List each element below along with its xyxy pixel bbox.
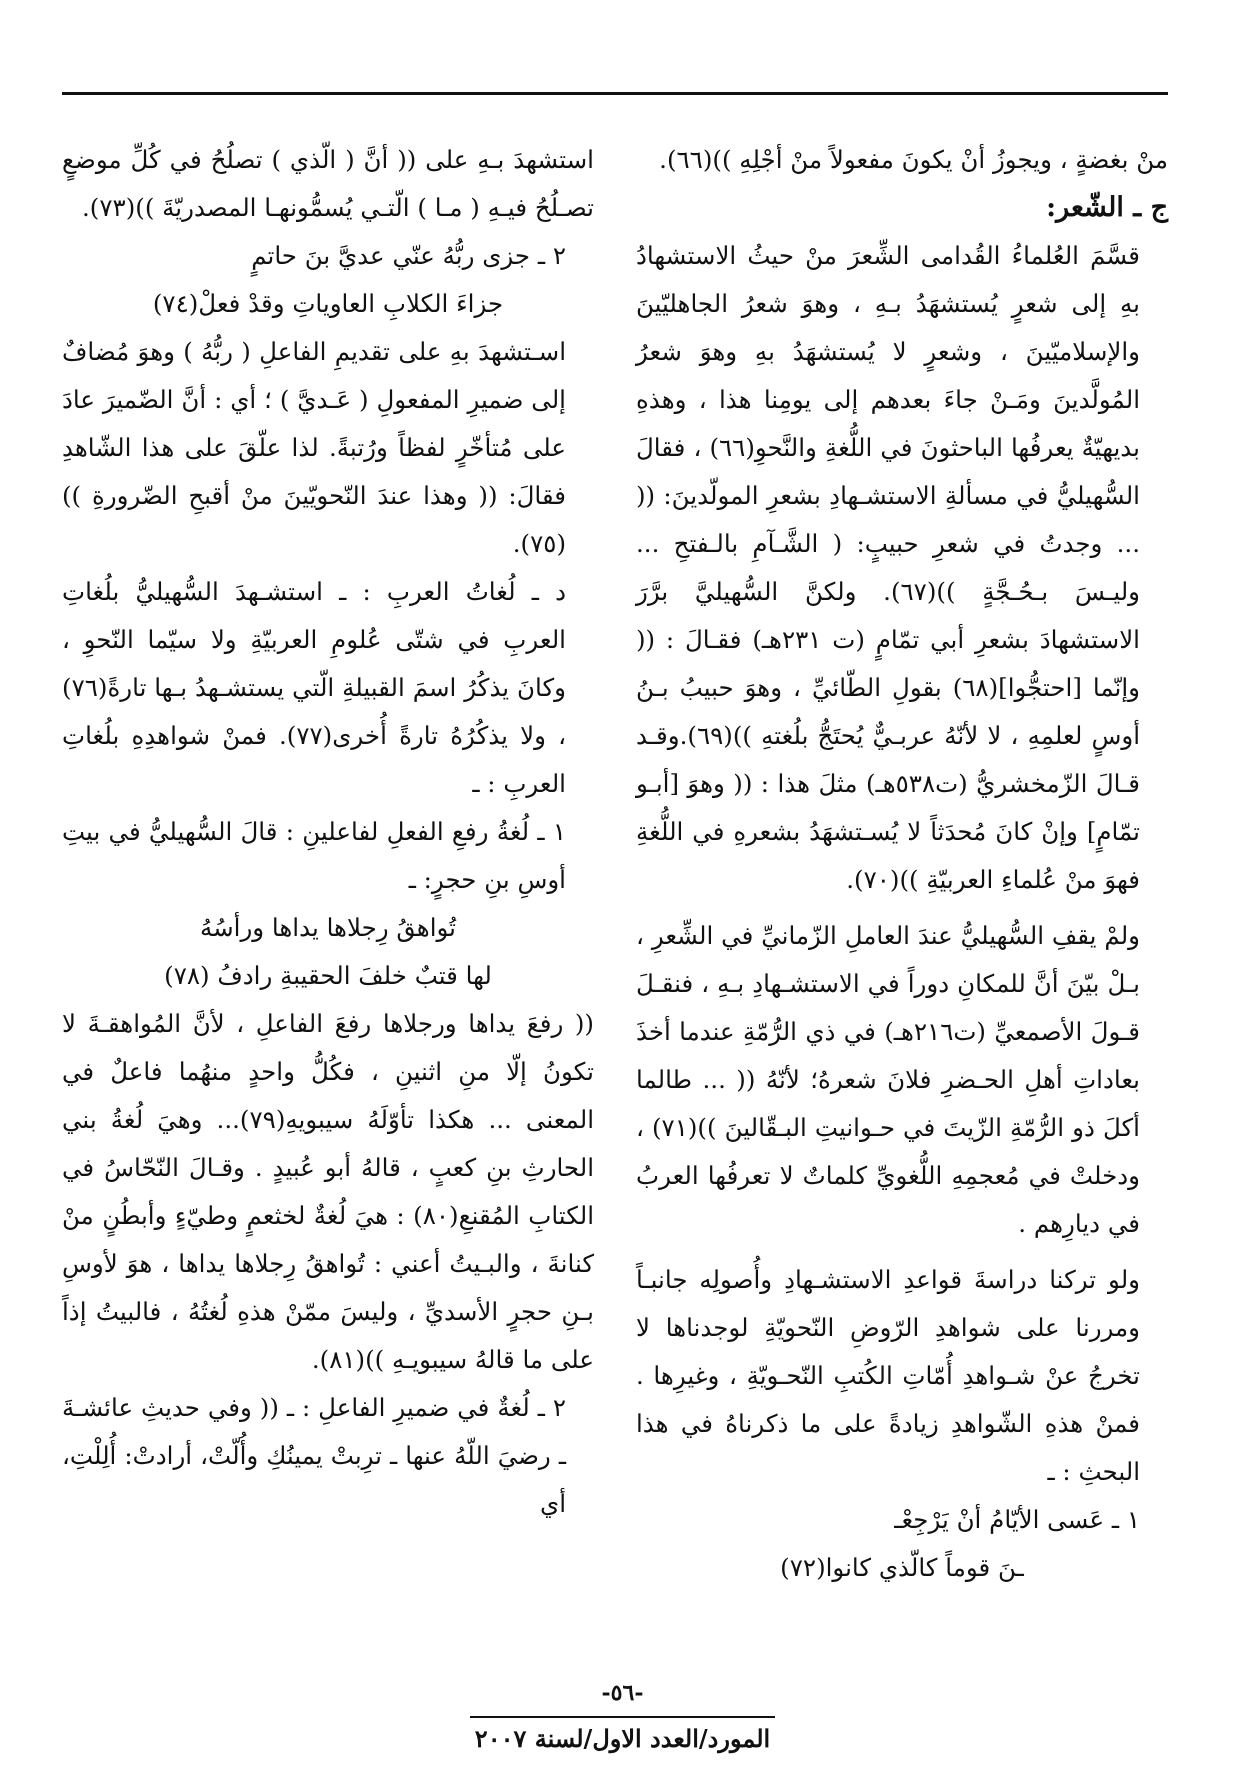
top-rule: [62, 92, 1168, 95]
paragraph: ولمْ يقفِ السُّهيليُّ عندَ العاملِ الزّمانيِّ في الشِّعرِ ، بـلْ بيّنَ أنَّ للمكانِ دوراً في الاستشـهادِ بـهِ ، فنقـلَ قـولَ الأصمعيِّ (ت٢١٦هـ) في ذي الرُّمّةِ عندما أخذَ بعاداتِ أهلِ الحـضرِ فلانَ شعرهُ؛ لأنّهُ (( ... طالما أكلَ ذو الرُّمّةِ الزّيتَ في حـوانيتِ البـقّالينَ ))(٧١) ، ودخلتْ في مُعجمِهِ اللُّغويِّ كلماتٌ لا تعرفُها العربُ في ديارِهم .: [636, 921, 1140, 1238]
paragraph: د ـ لُغاتُ العربِ : ـ استشـهدَ السُّهيليُّ بلُغاتِ العربِ في شتّى عُلومِ العربيّةِ ولا سيّما النّحوِ ، وكانَ يذكُرُ اسمَ القبيلةِ الّتي يستشـهدُ بـها تارةً(٧٦) ، ولا يذكُرُهُ تارةً أُخرى(٧٧). فمنْ شواهدِهِ بلُغاتِ العربِ : ـ: [62, 577, 567, 798]
paragraph: ٢ ـ لُغةٌ في ضميرِ الفاعلِ : ـ (( وفي حديثِ عائشـةَ ـ رضيَ اللّهُ عنها ـ ترِبتْ يمينُكِ وأُلّتْ، أرادتْ: أُلِلْتِ، أي: [62, 1393, 566, 1518]
verse-line: ١ ـ عَسى الأيّامُ أنْ يَرْجِعْـ: [894, 1505, 1140, 1534]
paragraph: استشهدَ بـهِ على (( أنَّ ( الّذي ) تصلُحُ في كُلِّ موضعٍ تصـلُحُ فيـهِ ( مـا ) الّتـي يُسمُّونهـا المصدريّةَ ))(٧٣).: [62, 145, 594, 222]
verse-line: تُواهقُ رِجلاها يداها ورأسُهُ: [200, 913, 456, 942]
paragraph: منْ بغضةٍ ، ويجوزُ أنْ يكونَ مفعولاً منْ أجْلِهِ ))(٦٦).: [659, 145, 1168, 174]
right-column: [636, 136, 1168, 1592]
paragraph: قسَّمَ العُلماءُ القُدامى الشِّعرَ منْ حيثُ الاستشهادُ بهِ إلى شعرٍ يُستشهَدُ بـهِ ، وهوَ شعرُ الجاهليّينَ والإسلاميّينَ ، وشعرٍ لا يُستشهَدُ بهِ وهوَ شعرُ المُولَّدينَ ومَـنْ جاءَ بعدهم إلى يومِنا هذا ، وهذهِ بديهيّةٌ يعرفُها الباحثونَ في اللُّغةِ والنَّحوِ(٦٦) ، فقالَ السُّهيليُّ في مسألةِ الاستشـهادِ بشعرِ المولّدينَ: (( ... وجدتُ في شعرِ حبيبٍ: ( الشَّـآمِ بالـفتحِ ... وليـسَ بـحُـجَّةٍ ))(٦٧). ولكنَّ السُّهيليَّ برَّرَ الاستشهادَ بشعرِ أبي تمّامٍ (ت ٢٣١هـ) فقـالَ : (( وإنّما [احتجُّوا](٦٨) بقولِ الطّائيِّ ، وهوَ حبيبُ بـنُ أوسٍ لعلمِهِ ، لا لأنّهُ عربـيٌّ يُحتَجُّ بلُغتهِ ))(٦٩).وقـد قـالَ الزّمخشريُّ (ت٥٣٨هـ) مثلَ هذا : (( وهوَ [أبـو تمّامٍ] وإنْ كانَ مُحدَثاً لا يُسـتشهَدُ بشعرهِ في اللُّغةِ فهوَ منْ عُلماءِ العربيّةِ ))(٧٠).: [636, 241, 1141, 894]
page-number: -٥٦-: [601, 1680, 644, 1706]
footer-text: المورد/العدد الاول/لسنة ٢٠٠٧: [474, 1724, 771, 1753]
paragraph: (( رفعَ يداها ورجلاها رفعَ الفاعلِ ، لأنَّ المُواهقـةَ لا تكونُ إلّا منِ اثنينِ ، فكُلُّ واحدٍ منهُما فاعلٌ في المعنى ... هكذا تأوّلَهُ سيبويهِ(٧٩)... وهيَ لُغةُ بني الحارثِ بنِ كعبٍ ، قالهُ أبو عُبيدٍ . وقـالَ النّحّاسُ في الكتابِ المُقنعِ(٨٠) : هيَ لُغةٌ لخثعمٍ وطيّءٍ وأبطُنٍ منْ كنانةَ ، والبـيتُ أعني : تُواهقُ رِجلاها يداها ، هوَ لأوسِ بـنِ حجرٍ الأسديِّ ، وليسَ ممّنْ هذهِ لُغتُهُ ، فالبيتُ إذاً على ما قالهُ سيبويـهِ ))(٨١).: [62, 1009, 594, 1374]
verse-line: ـنَ قوماً كالّذي كانوا(٧٢): [780, 1553, 1024, 1582]
paragraph: ولو تركنا دراسةَ قواعدِ الاستشـهادِ وأُصولِه جانبـاً ومررنا على شواهدِ الرّوضِ النّحويّةِ لوجدناها لا تخرجُ عنْ شـواهدِ أُمّاتِ الكُتبِ النّحـويّةِ ، وغيرِها . فمنْ هذهِ الشّواهدِ زيادةً على ما ذكرناهُ في هذا البحثِ : ـ: [636, 1265, 1140, 1486]
verse-line: لها قتبٌ خلفَ الحقيبةِ رادفُ (٧٨): [164, 961, 492, 990]
paragraph: اسـتشهدَ بهِ على تقديمِ الفاعلِ ( ربُّهُ ) وهوَ مُضافٌ إلى ضميرِ المفعولِ ( عَـديَّ ) ؛ أي : أنَّ الضّميرَ عادَ على مُتأخّرٍ لفظاً ورُتبةً. لذا علّقَ على هذا الشّاهدِ فقالَ: (( وهذا عندَ النّحويّينَ منْ أقبحِ الضّرورةِ ))(٧٥).: [62, 337, 566, 558]
section-heading: ج ـ الشّعر:: [1046, 192, 1168, 223]
footer-rule: [470, 1716, 775, 1718]
paragraph: ١ ـ لُغةُ رفعِ الفعلِ لفاعلينِ : قالَ السُّهيليُّ في بيتِ أوسِ بنِ حجرٍ: ـ: [62, 817, 567, 894]
verse-line: جزاءَ الكلابِ العاوياتِ وقدْ فعلْ(٧٤): [152, 289, 504, 318]
verse-line: ٢ ـ جزى ربُّهُ عنّي عديَّ بنَ حاتمٍ: [251, 241, 566, 270]
left-column: [62, 136, 594, 1528]
